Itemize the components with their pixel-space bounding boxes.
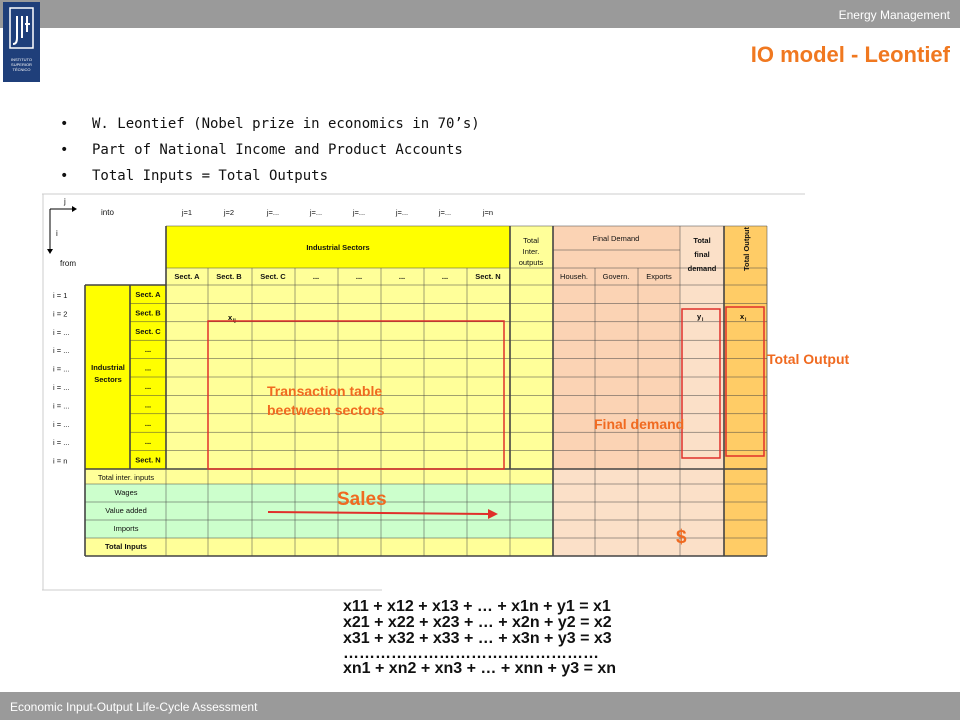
ist-logo-emblem-icon [3,2,40,56]
row-sector-label: ... [144,382,152,391]
bottom-row-label: Value added [105,506,147,515]
row-index-label: i = ... [53,364,70,374]
row-index-label: i = ... [53,327,70,337]
row-index-label: i = ... [53,383,70,392]
row-group-label: Sectors [94,375,122,384]
col-sector-label: ... [312,272,320,281]
total-final-demand-fill [680,226,724,469]
final-demand-fill [553,226,680,469]
axis-j-arrowhead [72,206,77,212]
row-sector-label: ... [144,363,152,373]
row-index-label: i = ... [53,346,70,356]
row-index-label: i = ... [53,401,70,411]
total-inter-outputs-header: Total [523,236,539,245]
fd-col-label: Exports [646,272,672,281]
row-group-label: Industrial [91,363,125,372]
row-index-label: i = ... [53,419,70,429]
col-index-label: j=... [266,208,280,217]
col-index-label: j=... [352,208,366,217]
axis-j-label: j [64,197,66,206]
row-sector-label: ... [144,418,152,428]
col-index-label: j=1 [181,208,193,217]
dollar-annotation: $ [676,527,687,548]
row-sector-label: Sect. B [135,308,161,318]
from-label: from [60,259,76,268]
row-sector-label: Sect. C [135,326,161,336]
col-index-label: j=n [482,208,494,217]
row-sector-label: ... [144,400,152,410]
bullet-item: • Total Inputs = Total Outputs [60,168,480,194]
footer-label: Economic Input-Output Life-Cycle Assessment [10,700,258,714]
equation-row-1: x11 + x12 + x13 + … + x1n + y1 = x1 [343,598,611,615]
bottom-row-label: Imports [113,524,139,533]
col-sector-label: ... [441,272,449,281]
page-title: IO model - Leontief [750,42,950,67]
axis-i-arrowhead [47,249,53,254]
row-index-label: i = 2 [53,309,68,319]
total-final-demand-header: demand [687,264,717,273]
equation-row-2: x21 + x22 + x23 + … + x2n + y2 = x2 [343,614,612,631]
final-demand-header: Final Demand [592,234,640,243]
total-output-header: Total Output [742,226,751,272]
row-index-label: i = 1 [53,291,68,300]
bottom-row-label: Wages [114,488,138,497]
bottom-row-label: Total Inputs [105,542,147,551]
top-bar [0,0,960,28]
bottom-fd-fill [553,469,724,556]
total-inputs-fill [85,538,553,556]
col-index-label: j=... [309,208,323,217]
col-sector-label: Sect. A [174,272,200,281]
svg-text:i: i [745,317,747,323]
col-sector-label: Sect. N [475,272,501,281]
total-output-annotation: Total Output [767,351,850,367]
col-sector-label: Sect. C [260,272,286,281]
svg-text:x: x [228,313,233,322]
col-index-label: j=2 [223,208,235,217]
bullet-item: • W. Leontief (Nobel prize in economics in 70’s) [60,116,480,142]
final-demand-annotation: Final demand [594,416,685,432]
bullet-item: • Part of National Income and Product Accounts [60,142,480,168]
row-sector-label: Sect. N [135,455,161,465]
svg-text:i: i [702,317,704,323]
svg-text:y: y [697,312,702,321]
logo-text: INSTITUTO SUPERIOR TÉCNICO [10,57,33,72]
col-sector-label: ... [398,272,406,281]
sales-annotation: Sales [337,489,387,510]
total-inter-outputs-header: outputs [518,258,544,267]
into-label: into [101,208,114,217]
svg-text:x: x [740,312,745,321]
bottom-row-label: Total inter. inputs [97,473,155,482]
row-sector-label: ... [144,345,152,355]
row-index-label: i = n [53,456,68,466]
total-output-fill [724,226,767,556]
row-sector-label: Sect. A [135,290,161,299]
col-index-label: j=... [438,208,452,217]
bottom-bar [0,692,960,720]
bullet-list [60,116,480,194]
ist-logo [3,2,40,82]
col-sector-label: Sect. B [216,272,242,281]
col-index-label: j=... [395,208,409,217]
axis-i-label: i [56,229,58,238]
total-inter-outputs-header: Inter. [522,247,540,256]
row-sector-label: ... [144,437,152,447]
total-final-demand-header: final [694,250,710,259]
svg-text:ij: ij [233,318,236,324]
col-sector-label: ... [355,272,363,281]
fd-col-label: Househ. [560,272,588,281]
row-index-label: i = ... [53,438,70,448]
equation-row-dots: ………………………………………… [343,645,599,662]
io-table-figure [42,193,805,591]
value-added-fill [85,484,553,538]
fd-col-label: Govern. [602,272,630,281]
total-inter-inputs-fill [85,469,553,484]
total-final-demand-header: Total [693,236,711,245]
header-label: Energy Management [838,8,950,22]
equation-row-n: xn1 + xn2 + xn3 + … + xnn + y3 = xn [343,660,617,677]
equation-row-3: x31 + x32 + x33 + … + x3n + y3 = x3 [343,630,612,647]
industrial-sectors-header: Industrial Sectors [306,243,370,252]
transaction-table-annotation: Transaction table beetween sectors [267,383,385,418]
